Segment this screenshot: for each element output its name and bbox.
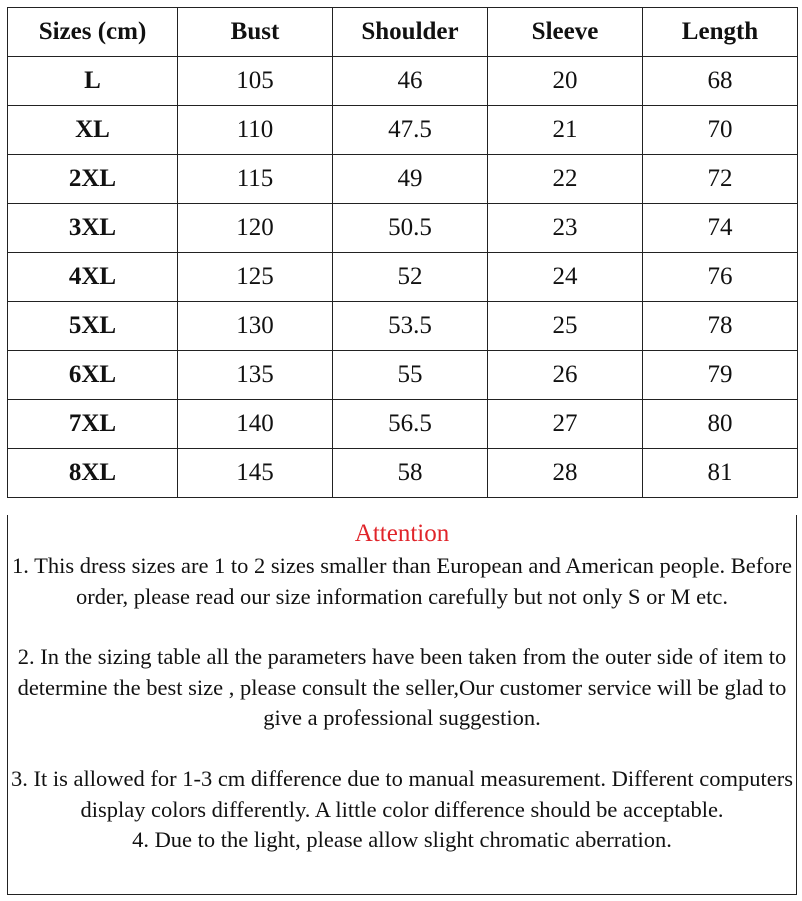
table-row (8, 106, 798, 155)
table-row (8, 400, 798, 449)
sleeve-cell: 24 (488, 253, 643, 302)
size-cell: XL (8, 106, 178, 155)
shoulder-cell: 49 (333, 155, 488, 204)
table-row (8, 449, 798, 498)
table-row (8, 57, 798, 106)
size-cell: 6XL (8, 351, 178, 400)
attention-notes (7, 515, 797, 895)
table-header-row (8, 8, 798, 57)
bust-cell: 120 (178, 204, 333, 253)
table-row (8, 204, 798, 253)
bust-cell: 135 (178, 351, 333, 400)
shoulder-cell: 47.5 (333, 106, 488, 155)
table-row (8, 351, 798, 400)
note-3: 3. It is allowed for 1-3 cm difference due to manual measurement. Different computers display colors differently. A little color difference should be acceptable. (10, 765, 794, 822)
length-cell: 76 (643, 253, 798, 302)
bust-cell: 145 (178, 449, 333, 498)
sleeve-cell: 22 (488, 155, 643, 204)
length-cell: 74 (643, 204, 798, 253)
note-4: 4. Due to the light, please allow slight chromatic aberration. (132, 827, 672, 853)
bust-cell: 130 (178, 302, 333, 351)
shoulder-cell: 55 (333, 351, 488, 400)
length-cell: 80 (643, 400, 798, 449)
bust-cell: 105 (178, 57, 333, 106)
table-row (8, 302, 798, 351)
sleeve-cell: 26 (488, 351, 643, 400)
size-cell: 2XL (8, 155, 178, 204)
shoulder-cell: 50.5 (333, 204, 488, 253)
length-cell: 81 (643, 449, 798, 498)
note-2: 2. In the sizing table all the parameters have been taken from the outer side of item to determine the best size , please consult the seller,Our customer service will be glad to give a professional suggestion. (17, 644, 787, 731)
bust-cell: 125 (178, 253, 333, 302)
note-1: 1. This dress sizes are 1 to 2 sizes smaller than European and American people. Before order, please read our size information carefully but not only S or M etc. (12, 553, 792, 609)
length-cell: 70 (643, 106, 798, 155)
shoulder-cell: 53.5 (333, 302, 488, 351)
length-cell: 79 (643, 351, 798, 400)
sleeve-cell: 21 (488, 106, 643, 155)
length-cell: 68 (643, 57, 798, 106)
shoulder-cell: 58 (333, 449, 488, 498)
size-cell: 3XL (8, 204, 178, 253)
header-bust: Bust (178, 8, 333, 57)
sleeve-cell: 23 (488, 204, 643, 253)
length-cell: 78 (643, 302, 798, 351)
header-sleeve: Sleeve (488, 8, 643, 57)
shoulder-cell: 46 (333, 57, 488, 106)
size-cell: 4XL (8, 253, 178, 302)
size-cell: 7XL (8, 400, 178, 449)
header-shoulder: Shoulder (333, 8, 488, 57)
size-cell: L (8, 57, 178, 106)
length-cell: 72 (643, 155, 798, 204)
bust-cell: 115 (178, 155, 333, 204)
sleeve-cell: 20 (488, 57, 643, 106)
shoulder-cell: 56.5 (333, 400, 488, 449)
attention-title: Attention (354, 520, 450, 547)
size-cell: 8XL (8, 449, 178, 498)
table-row (8, 253, 798, 302)
bust-cell: 110 (178, 106, 333, 155)
table-row (8, 155, 798, 204)
size-table (7, 7, 798, 498)
header-length: Length (643, 8, 798, 57)
size-cell: 5XL (8, 302, 178, 351)
header-sizes: Sizes (cm) (8, 8, 178, 57)
sleeve-cell: 25 (488, 302, 643, 351)
bust-cell: 140 (178, 400, 333, 449)
sleeve-cell: 28 (488, 449, 643, 498)
sleeve-cell: 27 (488, 400, 643, 449)
shoulder-cell: 52 (333, 253, 488, 302)
